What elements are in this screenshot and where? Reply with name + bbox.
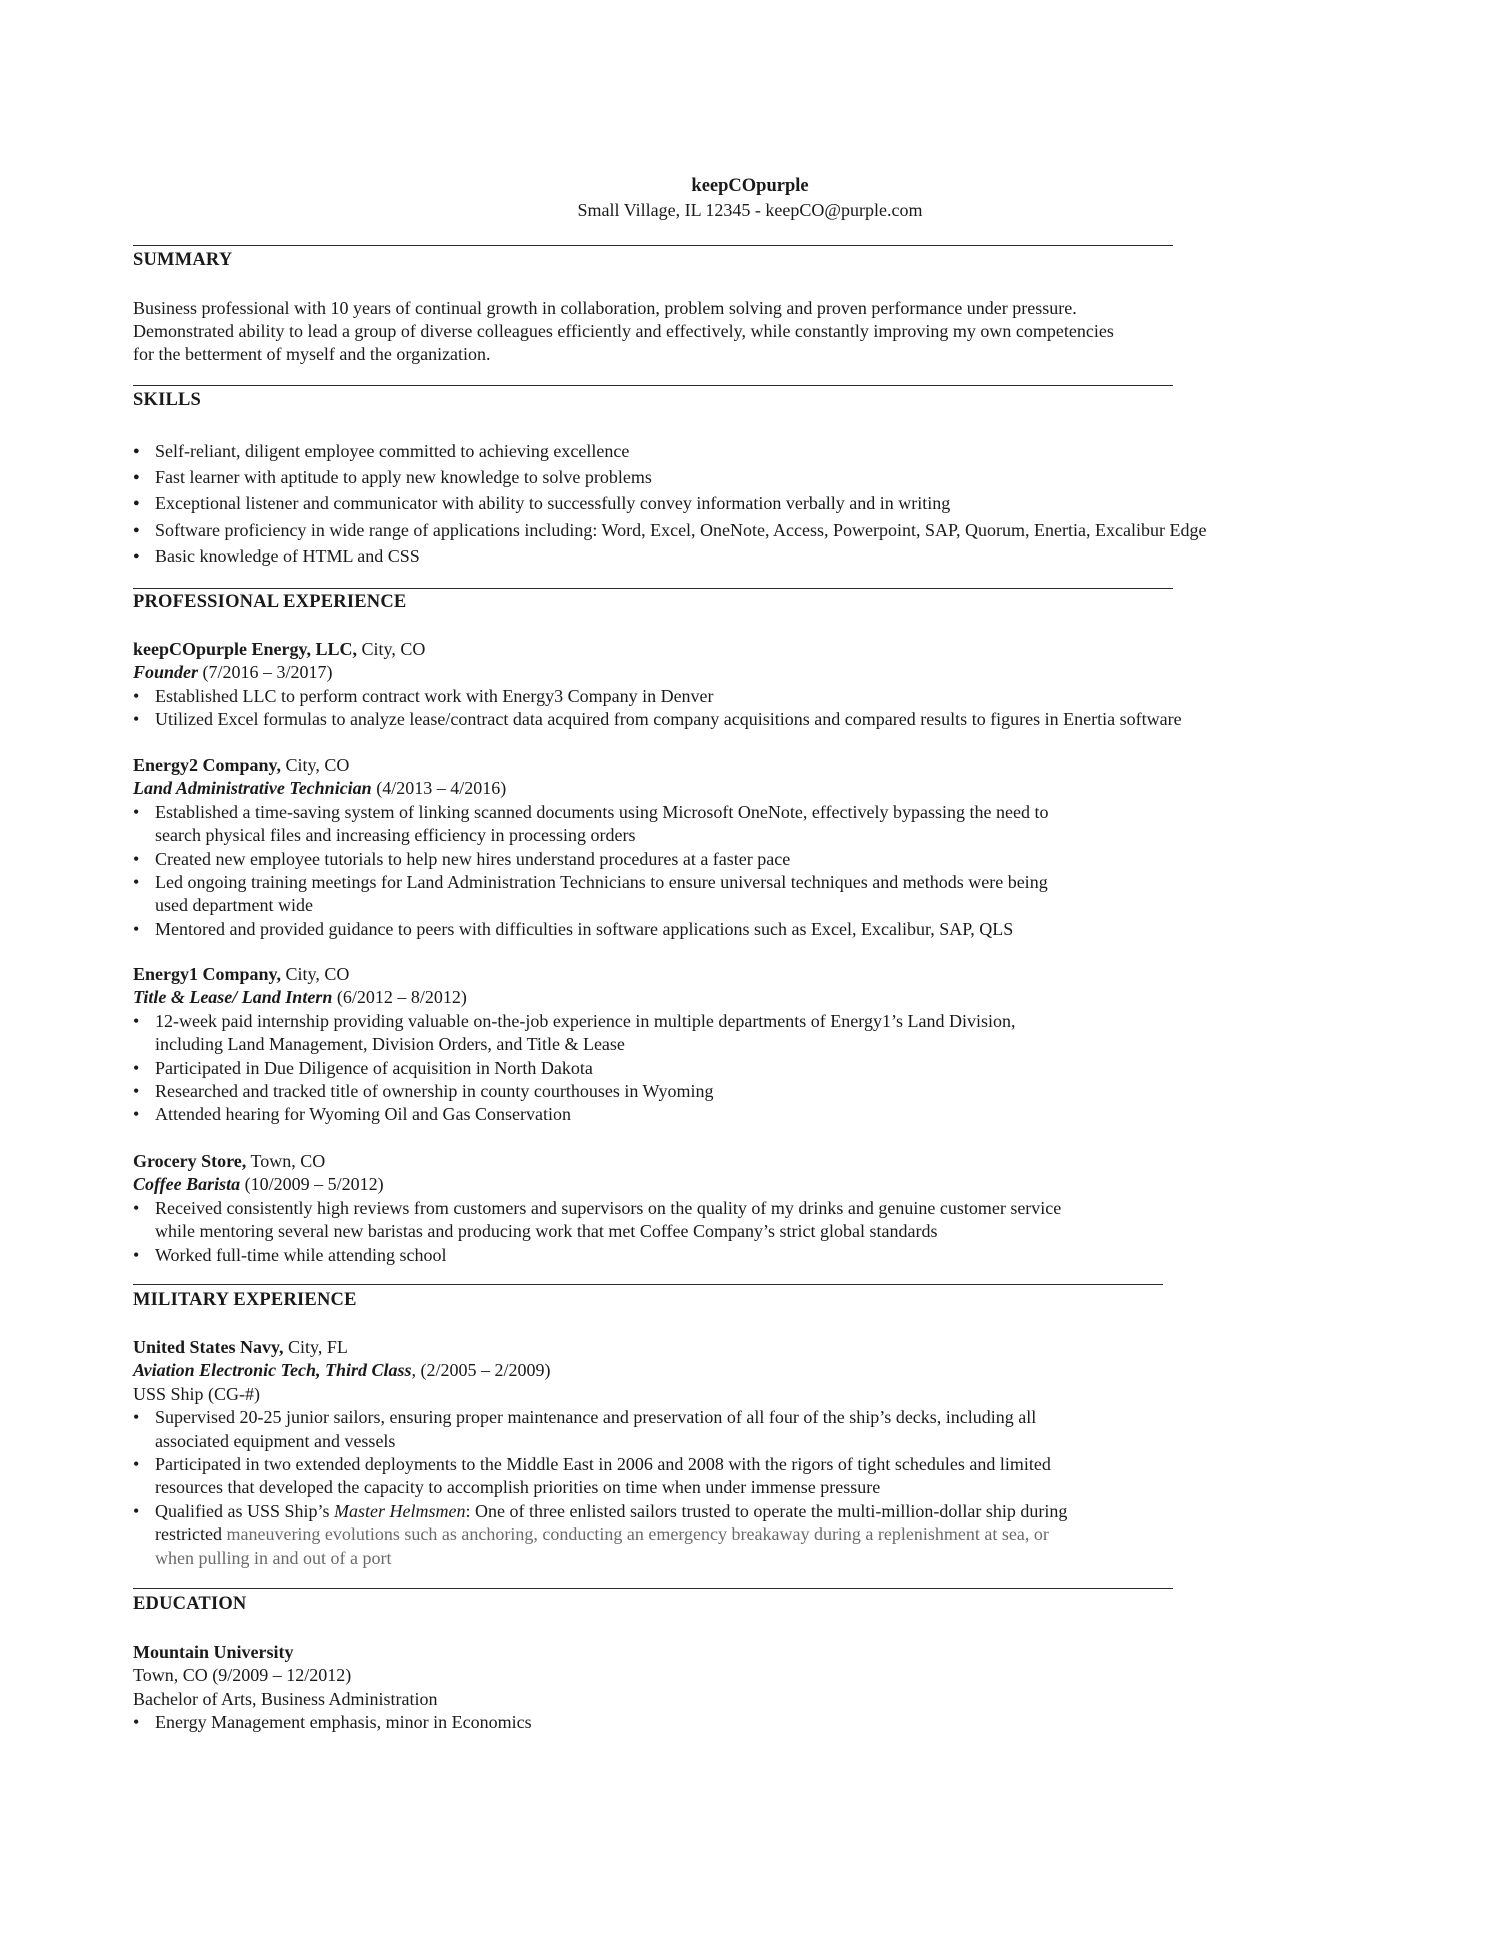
job-bullets [133,1010,1015,1127]
bullet-line: • Researched and tracked title of ownership in county courthouses in Wyoming [155,1081,714,1102]
bullet-line: • Attended hearing for Wyoming Oil and Gas Conservation [155,1104,571,1125]
bullet-line: • Energy Management emphasis, minor in Economics [155,1712,532,1733]
job-entry [133,754,1048,941]
helmsman-suffix: : One of three enlisted sailors trusted to operate the multi-million-dollar ship during [465,1500,1068,1521]
section-divider [133,1284,1163,1285]
job-employer [133,754,1048,777]
job-employer [133,1150,1061,1173]
job-title: Coffee Barista [133,1174,241,1195]
school-location-dates: Town, CO (9/2009 – 12/2012) [133,1665,352,1686]
job-bullet [133,1080,1015,1103]
military-entry [133,1336,1067,1570]
section-divider [133,385,1173,386]
military-rank: Aviation Electronic Tech, Third Class [133,1360,412,1381]
section-divider [133,588,1173,589]
bullet-line [155,1500,1067,1523]
job-bullet [133,708,1182,731]
section-heading-military-experience: MILITARY EXPERIENCE [133,1290,357,1310]
summary-line: Business professional with 10 years of continual growth in collaboration, problem solving and proven performance under pressure. [133,298,1077,318]
job-bullet [133,1057,1015,1080]
school-line [133,1641,532,1664]
bullet-line: including Land Management, Division Orders, and Title & Lease [155,1034,625,1055]
section-heading-summary: SUMMARY [133,250,233,270]
branch-name: United States Navy, [133,1337,284,1357]
job-dates: (7/2016 – 3/2017) [198,662,333,683]
job-bullet [133,1010,1015,1057]
contact-line: Small Village, IL 12345 - keepCO@purple.com [577,200,923,220]
bullet-line: • Received consistently high reviews from customers and supervisors on the quality of my drinks and genuine customer service [155,1197,1062,1218]
military-bullets [133,1406,1067,1570]
job-employer [133,963,1015,986]
job-bullet [133,685,1182,708]
education-entry [133,1641,532,1735]
bullet-line: resources that developed the capacity to accomplish priorities on time when under immense pressure [155,1477,881,1498]
job-bullet [133,1103,1015,1126]
school-name: Mountain University [133,1642,294,1662]
helmsman-line2-faded: maneuvering evolutions such as anchoring, conducting an emergency breakaway during a replenishment at sea, or [226,1524,1049,1545]
job-title-line [133,1173,1061,1196]
employer-name: keepCOpurple Energy, LLC, [133,639,358,659]
summary-paragraph [133,297,1233,367]
bullet-line: used department wide [155,895,313,916]
skill-item: ● Basic knowledge of HTML and CSS [133,543,1206,569]
bullet-line: • Participated in two extended deployments to the Middle East in 2006 and 2008 with the rigors of tight schedules and limited [155,1454,1051,1475]
job-bullet [133,1244,1061,1267]
helmsman-prefix: Qualified as USS Ship’s [155,1500,335,1521]
job-entry [133,1150,1061,1267]
skill-item: ● Software proficiency in wide range of applications including: Word, Excel, OneNote, Access, Powerpoint, SAP, Quorum, Enertia, Excalibur Edge [133,517,1206,543]
bullet-line: • Mentored and provided guidance to peers with difficulties in software applications such as Excel, Excalibur, SAP, QLS [155,918,1014,939]
summary-line: for the betterment of myself and the organization. [133,344,491,365]
bullet-line: • 12-week paid internship providing valuable on-the-job experience in multiple departments of Energy1’s Land Division, [155,1010,1016,1031]
employer-location: Town, CO [246,1151,326,1171]
job-title: Title & Lease/ Land Intern [133,987,333,1008]
helmsman-title: Master Helmsmen [334,1500,466,1521]
military-branch [133,1336,1067,1359]
job-bullets [133,685,1182,732]
bullet-line: search physical files and increasing efficiency in processing orders [155,825,636,846]
education-bullet [133,1711,532,1734]
job-employer [133,638,1182,661]
job-bullet [133,871,1048,918]
section-heading-professional-experience: PROFESSIONAL EXPERIENCE [133,592,407,612]
bullet-line: associated equipment and vessels [155,1430,396,1451]
job-dates: (4/2013 – 4/2016) [371,778,507,799]
employer-name: Energy2 Company, [133,755,282,775]
bullet-line: when pulling in and out of a port [155,1547,392,1568]
employer-location: City, CO [281,755,350,775]
job-bullet [133,801,1048,848]
job-bullets [133,1197,1061,1267]
job-title: Land Administrative Technician [133,778,372,799]
branch-location: City, FL [283,1337,348,1357]
job-title-line [133,777,1048,800]
skills-list [133,438,1206,569]
bullet-line: • Utilized Excel formulas to analyze lease/contract data acquired from company acquisitions and compared results to figures in Enertia software [155,709,1182,730]
job-entry [133,638,1182,732]
military-ship: USS Ship (CG-#) [133,1383,261,1404]
bullet-line: • Participated in Due Diligence of acquisition in North Dakota [155,1057,593,1078]
candidate-name: keepCOpurple [691,176,809,196]
bullet-line: • Established LLC to perform contract work with Energy3 Company in Denver [155,685,714,706]
employer-location: City, CO [357,639,426,659]
job-bullet [133,1197,1061,1244]
bullet-line: • Led ongoing training meetings for Land Administration Technicians to ensure universal techniques and methods were being [155,872,1048,893]
skill-item: ● Exceptional listener and communicator with ability to successfully convey information verbally and in writing [133,490,1206,516]
military-title-line [133,1359,1067,1382]
employer-location: City, CO [281,964,350,984]
section-heading-education: EDUCATION [133,1594,247,1614]
bullet-line: • Worked full-time while attending school [155,1244,447,1265]
job-bullet [133,918,1048,941]
military-bullet [133,1453,1067,1500]
job-title-line [133,986,1015,1009]
job-title-line [133,661,1182,684]
job-title: Founder [133,662,199,683]
bullet-line: • Established a time-saving system of linking scanned documents using Microsoft OneNote, effectively bypassing the need to [155,801,1049,822]
bullet-line: • Created new employee tutorials to help new hires understand procedures at a faster pace [155,848,791,869]
job-bullet [133,848,1048,871]
summary-line: Demonstrated ability to lead a group of diverse colleagues efficiently and effectively, while constantly improving my own competencies [133,321,1114,342]
helmsman-line2-dark: restricted [155,1524,227,1545]
bullet-line: while mentoring several new baristas and producing work that met Coffee Company’s strict global standards [155,1221,938,1242]
degree: Bachelor of Arts, Business Administration [133,1688,438,1709]
military-bullet [133,1500,1067,1570]
military-bullet [133,1406,1067,1453]
bullet-line [155,1523,1067,1546]
employer-name: Energy1 Company, [133,964,282,984]
military-dates: , (2/2005 – 2/2009) [411,1360,551,1381]
skill-item: ● Fast learner with aptitude to apply new knowledge to solve problems [133,464,1206,490]
job-dates: (6/2012 – 8/2012) [332,987,467,1008]
bullet-line: • Supervised 20-25 junior sailors, ensuring proper maintenance and preservation of all four of the ship’s decks, including all [155,1407,1037,1428]
job-entry [133,963,1015,1127]
employer-name: Grocery Store, [133,1151,247,1171]
job-bullets [133,801,1048,941]
job-dates: (10/2009 – 5/2012) [240,1174,384,1195]
section-divider [133,245,1173,246]
education-bullets [133,1711,532,1734]
skill-item: ● Self-reliant, diligent employee committed to achieving excellence [133,438,1206,464]
section-divider [133,1588,1173,1589]
section-heading-skills: SKILLS [133,390,202,410]
